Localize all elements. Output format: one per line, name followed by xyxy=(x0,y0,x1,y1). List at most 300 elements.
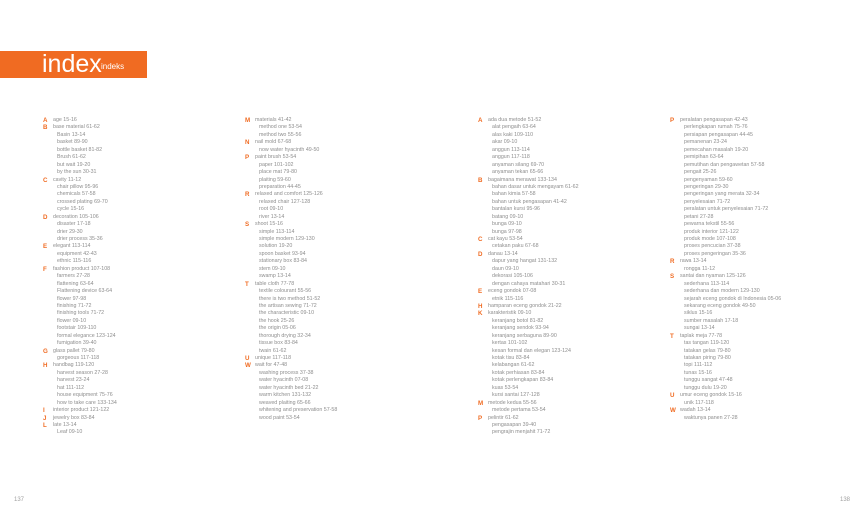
index-entry xyxy=(478,251,668,258)
index-entry-text: there is two method 51-52 xyxy=(259,295,321,302)
index-entry xyxy=(245,288,435,295)
index-entry-text: elegant 113-114 xyxy=(53,243,91,250)
index-letter: F xyxy=(43,265,47,273)
index-entry xyxy=(43,340,233,347)
index-entry xyxy=(43,229,233,236)
index-entry xyxy=(670,400,860,407)
index-entry xyxy=(478,325,668,332)
index-entry-text: kelabangan 61-62 xyxy=(492,362,535,369)
index-entry-text: harvest 23-24 xyxy=(57,377,90,384)
index-entry-text: method one 53-54 xyxy=(259,124,302,131)
index-entry xyxy=(43,281,233,288)
index-entry-text: metode pertama 53-54 xyxy=(492,407,546,414)
index-entry xyxy=(478,429,668,436)
index-letter: D xyxy=(43,213,48,221)
index-entry xyxy=(670,236,860,243)
index-entry-text: taplak meja 77-78 xyxy=(680,332,723,339)
index-entry-text: late 13-14 xyxy=(53,421,77,428)
index-entry xyxy=(245,310,435,317)
index-entry xyxy=(43,154,233,161)
index-entry-text: wood paint 53-54 xyxy=(259,414,300,421)
index-entry-text: solution 19-20 xyxy=(259,243,293,250)
index-entry-text: twain 61-62 xyxy=(259,347,287,354)
index-entry xyxy=(478,177,668,184)
index-letter: S xyxy=(670,273,675,281)
index-entry-text: age 15-16 xyxy=(53,117,77,123)
index-entry xyxy=(478,132,668,139)
index-entry xyxy=(478,184,668,191)
index-entry-text: bahan untuk pengasapan 41-42 xyxy=(492,198,567,205)
index-entry-text: footstair 109-110 xyxy=(57,325,97,332)
index-entry xyxy=(478,154,668,161)
index-entry-text: pemutihan dan pengawetan 57-58 xyxy=(684,161,765,168)
index-entry xyxy=(43,221,233,228)
index-entry-text: batang 09-10 xyxy=(492,213,524,220)
index-letter: C xyxy=(478,236,483,243)
index-entry-text: farmers 27-28 xyxy=(57,273,90,280)
index-entry-text: sungai 13-14 xyxy=(684,325,715,332)
index-entry xyxy=(43,362,233,369)
index-entry-text: simple 113-114 xyxy=(259,228,295,235)
index-entry xyxy=(478,206,668,213)
index-entry-text: kuas 53-54 xyxy=(492,384,519,391)
index-entry-text: thorough drying 32-34 xyxy=(259,332,311,339)
index-entry xyxy=(670,229,860,236)
index-letter: R xyxy=(670,258,675,266)
index-entry xyxy=(478,191,668,198)
index-entry xyxy=(670,355,860,362)
index-entry xyxy=(478,258,668,265)
index-entry-text: kotak perlengkapan 83-84 xyxy=(492,377,554,384)
index-entry xyxy=(43,310,233,317)
index-entry xyxy=(670,154,860,161)
index-entry-text: wadah 13-14 xyxy=(680,407,711,414)
index-entry xyxy=(478,139,668,146)
index-entry-text: dapur yang hangat 131-132 xyxy=(492,258,558,265)
index-entry-text: house equipment 75-76 xyxy=(57,392,113,399)
index-entry xyxy=(670,199,860,206)
index-entry-text: the hook 25-26 xyxy=(259,317,295,324)
index-entry-text: jewelry box 83-84 xyxy=(53,414,95,421)
index-entry-text: pemecahan masalah 19-20 xyxy=(684,146,749,153)
index-entry-text: drier 29-30 xyxy=(57,228,83,235)
index-entry xyxy=(43,429,233,436)
index-entry xyxy=(43,377,233,384)
index-entry xyxy=(43,273,233,280)
index-entry-text: cat kayu 53-54 xyxy=(488,236,523,242)
index-entry xyxy=(478,392,668,399)
index-entry xyxy=(245,214,435,221)
index-entry-text: paper 101-102 xyxy=(259,161,294,168)
index-letter: I xyxy=(43,407,45,415)
index-entry-text: finishing tools 71-72 xyxy=(57,310,105,317)
index-entry-text: anggun 113-114 xyxy=(492,146,530,153)
index-entry xyxy=(245,415,435,422)
index-entry xyxy=(670,266,860,273)
index-entry xyxy=(245,362,435,369)
index-entry-text: sejarah eceng gondok di Indonesia 05-06 xyxy=(684,295,782,302)
index-entry-text: weaved plaiting 65-66 xyxy=(259,399,311,406)
index-entry xyxy=(245,281,435,288)
index-entry xyxy=(670,392,860,399)
index-entry-text: pengenyaman 59-60 xyxy=(684,176,733,183)
index-entry xyxy=(670,206,860,213)
index-entry xyxy=(478,407,668,414)
index-entry-text: danau 13-14 xyxy=(488,250,518,257)
index-entry xyxy=(245,132,435,139)
index-letter: A xyxy=(43,117,48,124)
index-entry-text: metode kedua 55-56 xyxy=(488,399,537,406)
index-entry-text: pengasapan 39-40 xyxy=(492,421,537,428)
index-entry xyxy=(43,258,233,265)
index-entry xyxy=(43,385,233,392)
index-entry xyxy=(245,206,435,213)
index-entry xyxy=(478,266,668,273)
index-entry xyxy=(670,258,860,265)
index-entry xyxy=(43,325,233,332)
index-entry xyxy=(670,251,860,258)
index-entry xyxy=(43,400,233,407)
index-entry-text: daun 09-10 xyxy=(492,265,519,272)
index-entry xyxy=(245,266,435,273)
index-entry xyxy=(245,184,435,191)
index-entry-text: handbag 119-120 xyxy=(53,362,95,369)
index-letter: A xyxy=(478,117,483,124)
index-entry-text: ethnic 115-116 xyxy=(57,258,92,265)
index-entry xyxy=(670,184,860,191)
index-entry xyxy=(670,243,860,250)
index-entry xyxy=(43,355,233,362)
index-entry xyxy=(670,214,860,221)
index-entry-text: root 09-10 xyxy=(259,206,284,213)
index-letter: E xyxy=(478,288,483,296)
index-entry xyxy=(43,415,233,422)
index-entry-text: rongga 11-12 xyxy=(684,265,716,272)
index-entry-text: anggun 117-118 xyxy=(492,154,530,161)
index-entry xyxy=(245,199,435,206)
index-entry xyxy=(478,415,668,422)
index-entry-text: bahan dasar untuk mengayam 61-62 xyxy=(492,183,579,190)
index-entry xyxy=(670,333,860,340)
index-entry-text: paint brush 53-54 xyxy=(255,154,297,161)
index-entry-text: the characteristic 09-10 xyxy=(259,310,315,317)
index-entry-text: flower 09-10 xyxy=(57,317,87,324)
index-letter: C xyxy=(43,176,48,184)
index-entry xyxy=(245,370,435,377)
index-entry xyxy=(478,348,668,355)
index-entry xyxy=(43,333,233,340)
index-column-2 xyxy=(245,117,435,422)
index-entry-text: decoration 105-106 xyxy=(53,213,99,220)
index-letter: D xyxy=(478,250,483,258)
index-letter: U xyxy=(670,392,675,400)
index-letter: B xyxy=(43,124,48,132)
index-entry-text: keranjang sendok 93-94 xyxy=(492,325,549,332)
index-entry-text: table cloth 77-78 xyxy=(255,280,295,287)
index-entry xyxy=(245,236,435,243)
index-entry xyxy=(478,370,668,377)
index-entry-text: tatakan gelas 79-80 xyxy=(684,347,731,354)
index-entry xyxy=(670,288,860,295)
index-entry xyxy=(43,117,233,124)
index-entry xyxy=(670,132,860,139)
index-entry xyxy=(478,303,668,310)
index-entry xyxy=(670,325,860,332)
index-entry xyxy=(43,370,233,377)
index-entry xyxy=(43,348,233,355)
index-entry-text: waktunya panen 27-28 xyxy=(684,414,738,421)
index-entry-text: Brush 61-62 xyxy=(57,154,86,161)
index-entry-text: method two 55-56 xyxy=(259,131,302,138)
index-letter: S xyxy=(245,221,250,229)
index-letter: W xyxy=(670,407,676,415)
index-entry xyxy=(670,117,860,124)
index-letter: M xyxy=(245,117,251,124)
index-entry-text: flattening 63-64 xyxy=(57,280,94,287)
index-letter: K xyxy=(478,310,483,318)
index-entry-text: the origin 05-06 xyxy=(259,325,296,332)
index-entry-text: glass pallet 79-80 xyxy=(53,347,95,354)
index-entry xyxy=(245,407,435,414)
index-entry-text: chemicals 57-58 xyxy=(57,191,96,198)
index-entry-text: tatakan piring 79-80 xyxy=(684,355,731,361)
index-entry-text: but wait 19-20 xyxy=(57,161,91,168)
index-title: index xyxy=(42,50,102,78)
index-letter: W xyxy=(245,362,251,370)
index-column-3 xyxy=(478,117,668,437)
index-entry-text: unik 117-118 xyxy=(684,399,714,406)
index-entry xyxy=(245,348,435,355)
index-entry xyxy=(43,191,233,198)
index-entry-text: bunga 09-10 xyxy=(492,221,522,228)
index-entry-text: gorgeous 117-118 xyxy=(57,355,100,361)
index-entry-text: textile colourant 55-56 xyxy=(259,288,312,295)
index-entry xyxy=(43,243,233,250)
index-entry-text: pemipihan 63-64 xyxy=(684,154,724,161)
index-entry-text: water hyacinth 07-08 xyxy=(259,377,309,384)
index-entry xyxy=(245,229,435,236)
index-entry-text: persiapan pengasapan 44-45 xyxy=(684,131,753,138)
index-entry-text: sekarang eceng gondok 49-50 xyxy=(684,302,756,309)
index-entry xyxy=(670,362,860,369)
index-entry xyxy=(43,132,233,139)
index-entry-text: tissue box 83-84 xyxy=(259,340,298,347)
index-entry xyxy=(43,199,233,206)
index-entry xyxy=(245,124,435,131)
index-entry-text: wait for 47-48 xyxy=(255,362,288,369)
index-entry xyxy=(245,333,435,340)
index-entry-text: swamp 13-14 xyxy=(259,273,291,280)
index-entry-text: warm kitchen 131-132 xyxy=(259,392,312,399)
index-entry-text: proses pencucian 37-38 xyxy=(684,243,741,250)
index-letter: P xyxy=(670,117,675,124)
index-entry-text: tunggu dulu 19-20 xyxy=(684,384,727,391)
index-entry-text: now water hyacinth 49-50 xyxy=(259,146,320,153)
index-entry xyxy=(478,281,668,288)
index-letter: E xyxy=(43,243,48,251)
index-entry xyxy=(43,206,233,213)
index-entry xyxy=(670,348,860,355)
index-entry-text: materials 41-42 xyxy=(255,117,292,123)
index-entry-text: by the sun 30-31 xyxy=(57,169,97,176)
page-number-left: 137 xyxy=(14,497,25,503)
index-entry xyxy=(43,139,233,146)
index-entry-text: petani 27-28 xyxy=(684,213,714,220)
index-entry xyxy=(670,310,860,317)
index-entry xyxy=(670,177,860,184)
index-entry-text: etnik 115-116 xyxy=(492,295,524,302)
index-entry-text: keranjang botol 81-82 xyxy=(492,317,544,324)
index-entry xyxy=(43,184,233,191)
index-entry-text: dengan cahaya matahari 30-31 xyxy=(492,280,566,287)
index-entry-text: nail mold 67-68 xyxy=(255,139,292,146)
index-entry-text: tas tangan 119-120 xyxy=(684,340,730,347)
index-entry xyxy=(43,169,233,176)
index-entry xyxy=(478,221,668,228)
index-entry-text: crossed plating 69-70 xyxy=(57,198,108,205)
index-entry-text: pengeringan yang merata 32-34 xyxy=(684,191,760,198)
index-entry-text: anyaman silang 69-70 xyxy=(492,161,545,168)
index-entry-text: the artisan sewing 71-72 xyxy=(259,302,317,309)
index-entry-text: hat 111-112 xyxy=(57,384,85,391)
index-entry-text: umur eceng gondok 15-16 xyxy=(680,392,742,399)
index-letter: R xyxy=(245,191,250,199)
index-entry-text: stationary box 83-84 xyxy=(259,258,307,265)
index-entry xyxy=(43,214,233,221)
index-entry-text: kertas 101-102 xyxy=(492,340,528,347)
index-entry-text: relaxed and comfort 125-126 xyxy=(255,191,323,198)
index-entry xyxy=(670,415,860,422)
index-entry xyxy=(670,377,860,384)
index-entry xyxy=(670,407,860,414)
index-entry-text: bahan kimia 57-58 xyxy=(492,191,536,198)
index-entry xyxy=(670,147,860,154)
index-entry xyxy=(245,258,435,265)
index-entry-text: pemanenan 23-24 xyxy=(684,139,727,146)
index-entry xyxy=(245,147,435,154)
index-entry-text: river 13-14 xyxy=(259,213,285,220)
index-entry xyxy=(245,296,435,303)
index-entry xyxy=(245,400,435,407)
index-entry xyxy=(245,377,435,384)
index-entry xyxy=(245,303,435,310)
index-entry xyxy=(245,154,435,161)
index-entry xyxy=(478,236,668,243)
index-entry xyxy=(478,400,668,407)
index-entry-text: pengeringan 29-30 xyxy=(684,183,729,190)
index-entry xyxy=(245,251,435,258)
index-entry-text: kotak tisu 83-84 xyxy=(492,355,530,361)
index-entry-text: santai dan nyaman 125-126 xyxy=(680,273,746,280)
index-entry xyxy=(245,273,435,280)
index-entry-text: ada dua metode 51-52 xyxy=(488,117,542,123)
index-entry xyxy=(478,288,668,295)
index-column-1 xyxy=(43,117,233,437)
index-entry-text: fashion product 107-108 xyxy=(53,265,111,272)
index-entry-text: basket 89-90 xyxy=(57,139,88,146)
index-letter: M xyxy=(478,399,484,407)
index-entry-text: relaxed chair 127-128 xyxy=(259,198,311,205)
index-entry xyxy=(43,392,233,399)
index-entry-text: bottle basket 81-82 xyxy=(57,146,103,153)
index-letter: T xyxy=(670,332,674,340)
index-entry xyxy=(670,303,860,310)
index-letter: P xyxy=(478,414,483,422)
index-entry xyxy=(670,340,860,347)
index-banner xyxy=(0,51,147,78)
index-entry-text: cetakan paku 67-68 xyxy=(492,243,539,250)
index-entry xyxy=(245,162,435,169)
index-entry xyxy=(478,296,668,303)
index-entry xyxy=(478,333,668,340)
index-entry xyxy=(670,221,860,228)
index-entry-text: base material 61-62 xyxy=(53,124,100,131)
index-entry-text: produk mode 107-108 xyxy=(684,236,736,242)
index-entry-text: place mat 79-80 xyxy=(259,169,297,176)
index-entry-text: disaster 17-18 xyxy=(57,221,91,228)
index-entry-text: plaiting 59-60 xyxy=(259,176,291,183)
index-entry xyxy=(478,124,668,131)
index-entry xyxy=(43,147,233,154)
index-entry-text: whitening and preservation 57-58 xyxy=(259,407,338,414)
index-entry-text: Flattening device 63-64 xyxy=(57,288,113,295)
index-entry-text: stem 09-10 xyxy=(259,265,286,272)
index-entry xyxy=(245,191,435,198)
index-entry xyxy=(43,251,233,258)
index-entry xyxy=(670,124,860,131)
index-entry-text: topi 111-112 xyxy=(684,362,713,369)
index-entry xyxy=(43,303,233,310)
index-entry-text: bunga 97-98 xyxy=(492,228,522,235)
index-entry-text: interior product 121-122 xyxy=(53,407,110,414)
index-entry-text: produk interior 121-122 xyxy=(684,228,739,235)
index-entry xyxy=(478,162,668,169)
index-entry xyxy=(43,177,233,184)
index-entry xyxy=(670,169,860,176)
index-entry xyxy=(670,191,860,198)
index-entry xyxy=(245,177,435,184)
index-entry xyxy=(245,340,435,347)
index-entry xyxy=(43,162,233,169)
index-entry-text: karakteristik 09-10 xyxy=(488,310,532,317)
index-entry xyxy=(670,296,860,303)
index-entry xyxy=(478,229,668,236)
index-entry xyxy=(478,273,668,280)
index-entry-text: peralatan untuk penyelesaian 71-72 xyxy=(684,206,769,213)
index-entry xyxy=(245,355,435,362)
index-entry xyxy=(43,318,233,325)
index-entry xyxy=(245,221,435,228)
index-entry xyxy=(478,318,668,325)
index-entry xyxy=(245,392,435,399)
page-number-right: 138 xyxy=(840,497,851,503)
index-entry xyxy=(670,281,860,288)
index-entry xyxy=(478,243,668,250)
index-entry-text: perlengkapan rumah 75-76 xyxy=(684,124,748,131)
index-letter: G xyxy=(43,347,48,355)
index-entry-text: formal elegance 123-124 xyxy=(57,332,116,339)
index-letter: J xyxy=(43,414,47,422)
index-entry-text: drier process 35-36 xyxy=(57,236,103,242)
index-entry xyxy=(478,385,668,392)
index-entry-text: kursi santai 127-128 xyxy=(492,392,540,399)
index-entry-text: hamparan eceng gondok 21-22 xyxy=(488,302,562,309)
index-entry-text: flower 97-98 xyxy=(57,295,87,302)
index-entry-text: how to take care 133-134 xyxy=(57,399,117,406)
index-entry-text: sederhana dan modern 129-130 xyxy=(684,288,760,295)
index-entry-text: dekorasi 105-106 xyxy=(492,273,533,280)
index-entry xyxy=(478,362,668,369)
